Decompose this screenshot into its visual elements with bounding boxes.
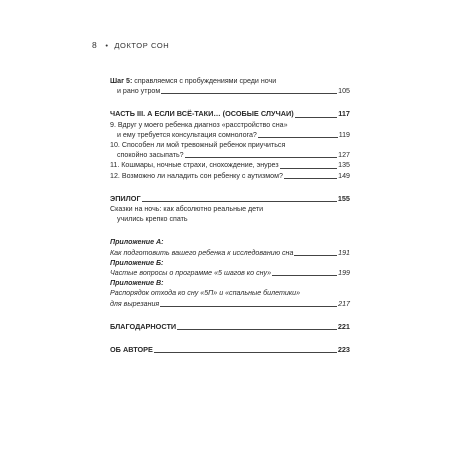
toc-entry-about[interactable] (110, 345, 350, 355)
toc-appendix-a-page: 191 (338, 248, 350, 257)
dot-leader (142, 201, 337, 202)
dot-leader (258, 137, 338, 138)
toc-step5-label: Шаг 5: (110, 77, 133, 85)
toc-entry-tale[interactable] (110, 204, 350, 224)
toc-appendix-b-page: 199 (338, 269, 350, 278)
toc-entry-thanks[interactable] (110, 322, 350, 332)
toc-appendix-c-label: Приложение В: (110, 279, 164, 288)
toc-ch9-title: 9. Вдруг у моего ребенка диагноз «расстройство сна» (110, 120, 288, 129)
header-separator: • (105, 41, 109, 50)
toc-ch12-page: 149 (338, 171, 350, 180)
toc-step5-page: 105 (338, 87, 350, 96)
page-number: 8 (92, 40, 97, 50)
toc-step5-title-cont: и рано утром (117, 87, 161, 96)
toc-ch10-page: 127 (338, 151, 350, 160)
toc-ch11-page: 135 (338, 161, 350, 170)
running-head (92, 40, 169, 50)
dot-leader (185, 157, 338, 158)
toc-appendix-c-page: 217 (338, 299, 350, 308)
toc-tale-title-cont: учились крепко спать (117, 215, 188, 224)
toc-about-page: 223 (337, 345, 350, 355)
dot-leader (272, 275, 337, 276)
dot-leader (294, 255, 337, 256)
toc-appendix-c-title: Распорядок отхода ко сну «5П» и «спальные билетики» (110, 289, 301, 298)
book-title: ДОКТОР СОН (114, 41, 170, 50)
toc-entry-appendix-a[interactable] (110, 237, 350, 257)
dot-leader (280, 168, 338, 169)
toc-ch10-title-cont: спокойно засыпать? (117, 151, 184, 160)
toc-ch10-title: 10. Способен ли мой тревожный ребенок приучиться (110, 141, 286, 150)
toc-part3-page: 117 (338, 109, 350, 119)
toc-ch9-page: 119 (338, 130, 350, 139)
toc-appendix-b-label: Приложение Б: (110, 258, 164, 267)
toc-epilogue-page: 155 (337, 193, 350, 203)
toc-step5-title: справляемся с пробуждениями среди ночи (132, 77, 277, 85)
dot-leader (284, 178, 337, 179)
toc-appendix-c-title-cont: для вырезания (110, 299, 160, 308)
toc-ch11-title: 11. Кошмары, ночные страхи, снохождение, энурез (110, 161, 279, 170)
toc-part3-title: ЧАСТЬ III. А ЕСЛИ ВСЁ-ТАКИ… (ОСОБЫЕ СЛУЧАИ) (110, 109, 294, 119)
toc-about-title: ОБ АВТОРЕ (110, 345, 153, 355)
toc-appendix-a-label: Приложение А: (110, 238, 164, 247)
table-of-contents (110, 76, 350, 355)
dot-leader (295, 117, 338, 118)
toc-entry-part3[interactable] (110, 109, 350, 119)
toc-ch9-title-cont: и ему требуется консультация сомнолога? (117, 130, 257, 139)
dot-leader (160, 306, 337, 307)
toc-ch12-title: 12. Возможно ли наладить сон ребенку с аутизмом? (110, 171, 283, 180)
toc-entry-appendix-c[interactable] (110, 278, 350, 309)
toc-appendix-a-title: Как подготовить вашего ребенка к исследованию сна (110, 248, 294, 257)
toc-thanks-page: 221 (337, 321, 350, 331)
toc-entry-ch9[interactable] (110, 120, 350, 140)
toc-entry-ch11[interactable] (110, 160, 350, 170)
toc-entry-ch12[interactable] (110, 171, 350, 181)
toc-entry-appendix-b[interactable] (110, 258, 350, 278)
toc-entry-epilogue[interactable] (110, 194, 350, 204)
toc-entry-step5[interactable] (110, 76, 350, 96)
toc-thanks-title: БЛАГОДАРНОСТИ (110, 321, 177, 331)
dot-leader (161, 93, 337, 94)
toc-appendix-b-title: Частые вопросы о программе «5 шагов ко сну» (110, 269, 272, 278)
toc-epilogue-title: ЭПИЛОГ (110, 193, 141, 203)
dot-leader (154, 352, 337, 353)
toc-tale-title: Сказки на ночь: как абсолютно реальные дети (110, 205, 264, 214)
toc-entry-ch10[interactable] (110, 140, 350, 160)
dot-leader (177, 329, 337, 330)
